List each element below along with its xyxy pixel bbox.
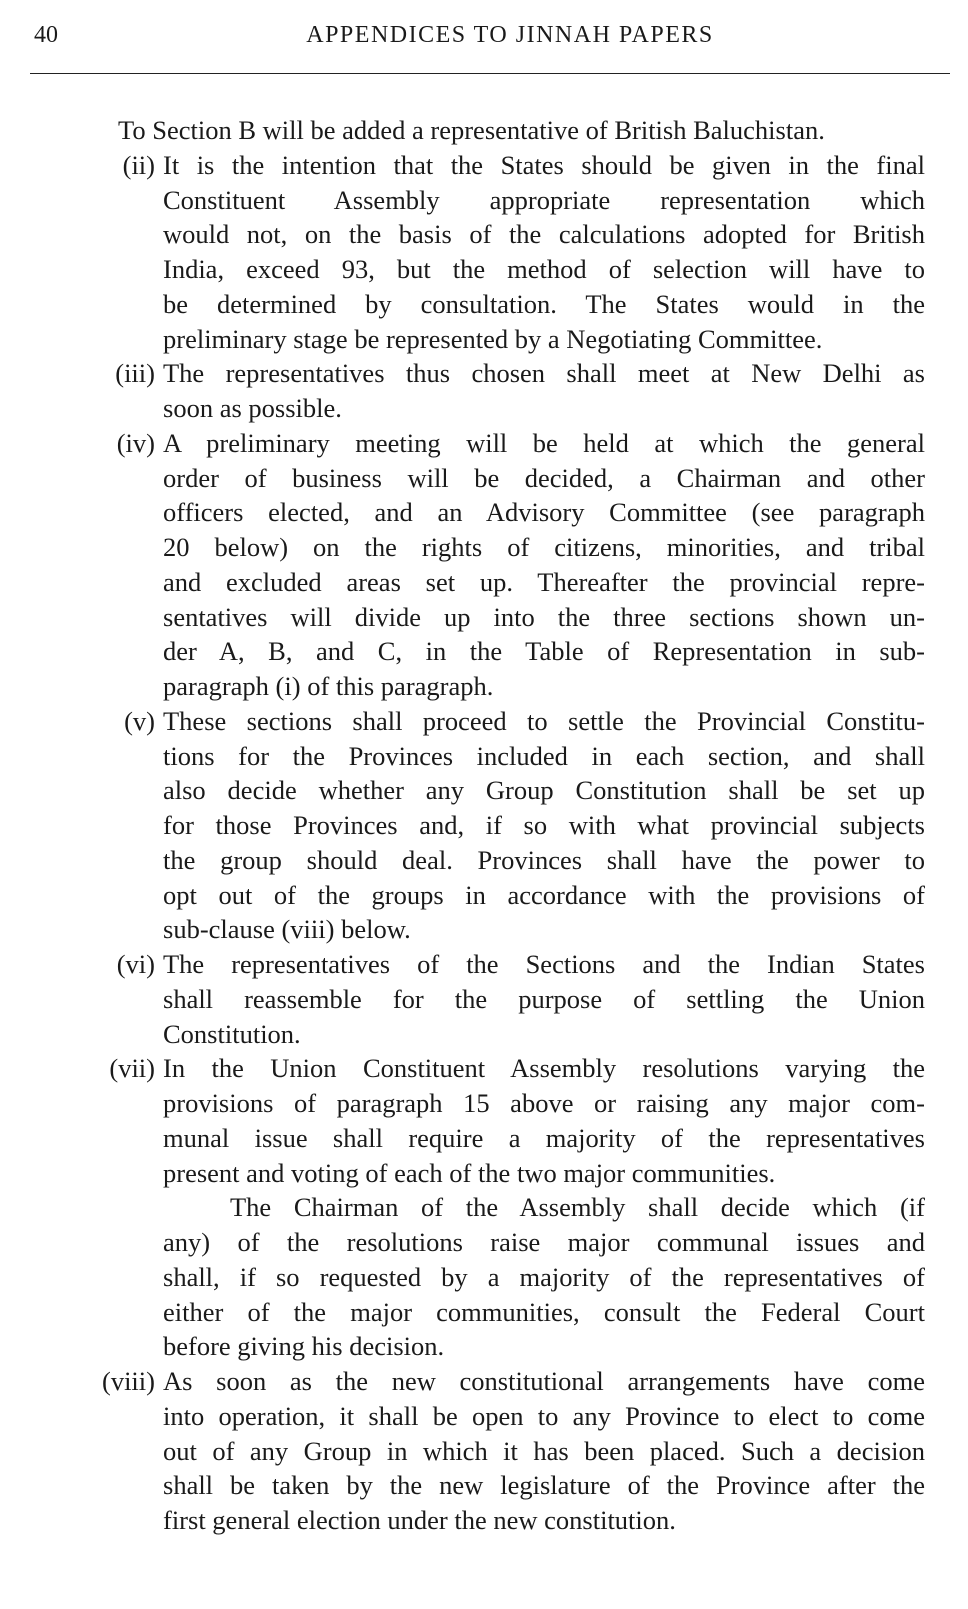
page-number: 40 (34, 22, 58, 48)
text-line: In the Union Constituent Assembly resolutions varying the (163, 1053, 925, 1084)
item-label: (iv) (116, 427, 155, 458)
text-line: Constituent Assembly appropriate representation which (163, 184, 925, 215)
text-line: first general election under the new constitution. (163, 1505, 676, 1535)
text-line: It is the intention that the States should be given in the final (163, 149, 925, 180)
text-line: shall, if so requested by a majority of the representatives of (163, 1261, 925, 1292)
text-line: order of business will be decided, a Chairman and other (163, 462, 925, 493)
text-line: Constitution. (163, 1018, 301, 1049)
item-label: (ii) (122, 149, 155, 180)
text-line: also decide whether any Group Constitution shall be set up (163, 775, 925, 806)
text-line: be determined by consultation. The States would in the (163, 288, 925, 319)
text-line: opt out of the groups in accordance with the provisions of (163, 879, 925, 910)
item-label: (iii) (115, 358, 155, 389)
text-line: for those Provinces and, if so with what provincial subjects (163, 810, 925, 840)
text-line: shall be taken by the new legislature of the Province after the (163, 1470, 925, 1501)
text-line: the group should deal. Provinces shall have the power to (163, 844, 925, 875)
text-line: preliminary stage be represented by a Negotiating Committee. (163, 323, 823, 354)
item-label: (vii) (109, 1053, 155, 1084)
text-line: The Chairman of the Assembly shall decide which (if (230, 1192, 925, 1223)
text-line: out of any Group in which it has been placed. Such a decision (163, 1435, 925, 1466)
text-line: into operation, it shall be open to any Province to elect to come (163, 1400, 925, 1431)
text-line: present and voting of each of the two major communities. (163, 1157, 776, 1188)
header-rule (30, 73, 950, 74)
text-line: officers elected, and an Advisory Committee (see paragraph (163, 497, 925, 528)
text-line: der A, B, and C, in the Table of Representation in sub- (163, 636, 925, 667)
text-line: These sections shall proceed to settle the Provincial Constitu- (163, 705, 925, 736)
text-line: shall reassemble for the purpose of settling the Union (163, 983, 925, 1014)
text-line: sentatives will divide up into the three sections shown un- (163, 601, 925, 632)
text-line: and excluded areas set up. Thereafter the provincial repre- (163, 566, 925, 597)
text-line: 20 below) on the rights of citizens, minorities, and tribal (163, 532, 925, 562)
text-line: would not, on the basis of the calculations adopted for British (163, 219, 925, 250)
intro-line: To Section B will be added a representative of British Baluchistan. (118, 115, 825, 145)
text-line: The representatives thus chosen shall meet at New Delhi as (163, 358, 925, 389)
text-line: paragraph (i) of this paragraph. (163, 671, 494, 701)
text-line: either of the major communities, consult the Federal Court (163, 1296, 925, 1327)
text-line: sub-clause (viii) below. (163, 914, 411, 945)
text-line: soon as possible. (163, 393, 342, 423)
running-title: APPENDICES TO JINNAH PAPERS (306, 22, 714, 48)
text-line: India, exceed 93, but the method of selection will have to (163, 254, 925, 284)
text-line: provisions of paragraph 15 above or raising any major com- (163, 1088, 925, 1118)
item-label: (v) (124, 705, 155, 736)
text-line: any) of the resolutions raise major communal issues and (163, 1227, 925, 1257)
item-label: (viii) (102, 1366, 155, 1396)
text-line: A preliminary meeting will be held at which the general (163, 427, 925, 458)
text-line: As soon as the new constitutional arrangements have come (163, 1366, 925, 1396)
text-line: before giving his decision. (163, 1331, 445, 1362)
text-line: tions for the Provinces included in each section, and shall (163, 740, 925, 771)
text-line: The representatives of the Sections and the Indian States (163, 949, 925, 979)
text-line: munal issue shall require a majority of the representatives (163, 1122, 925, 1153)
item-label: (vi) (116, 949, 155, 979)
